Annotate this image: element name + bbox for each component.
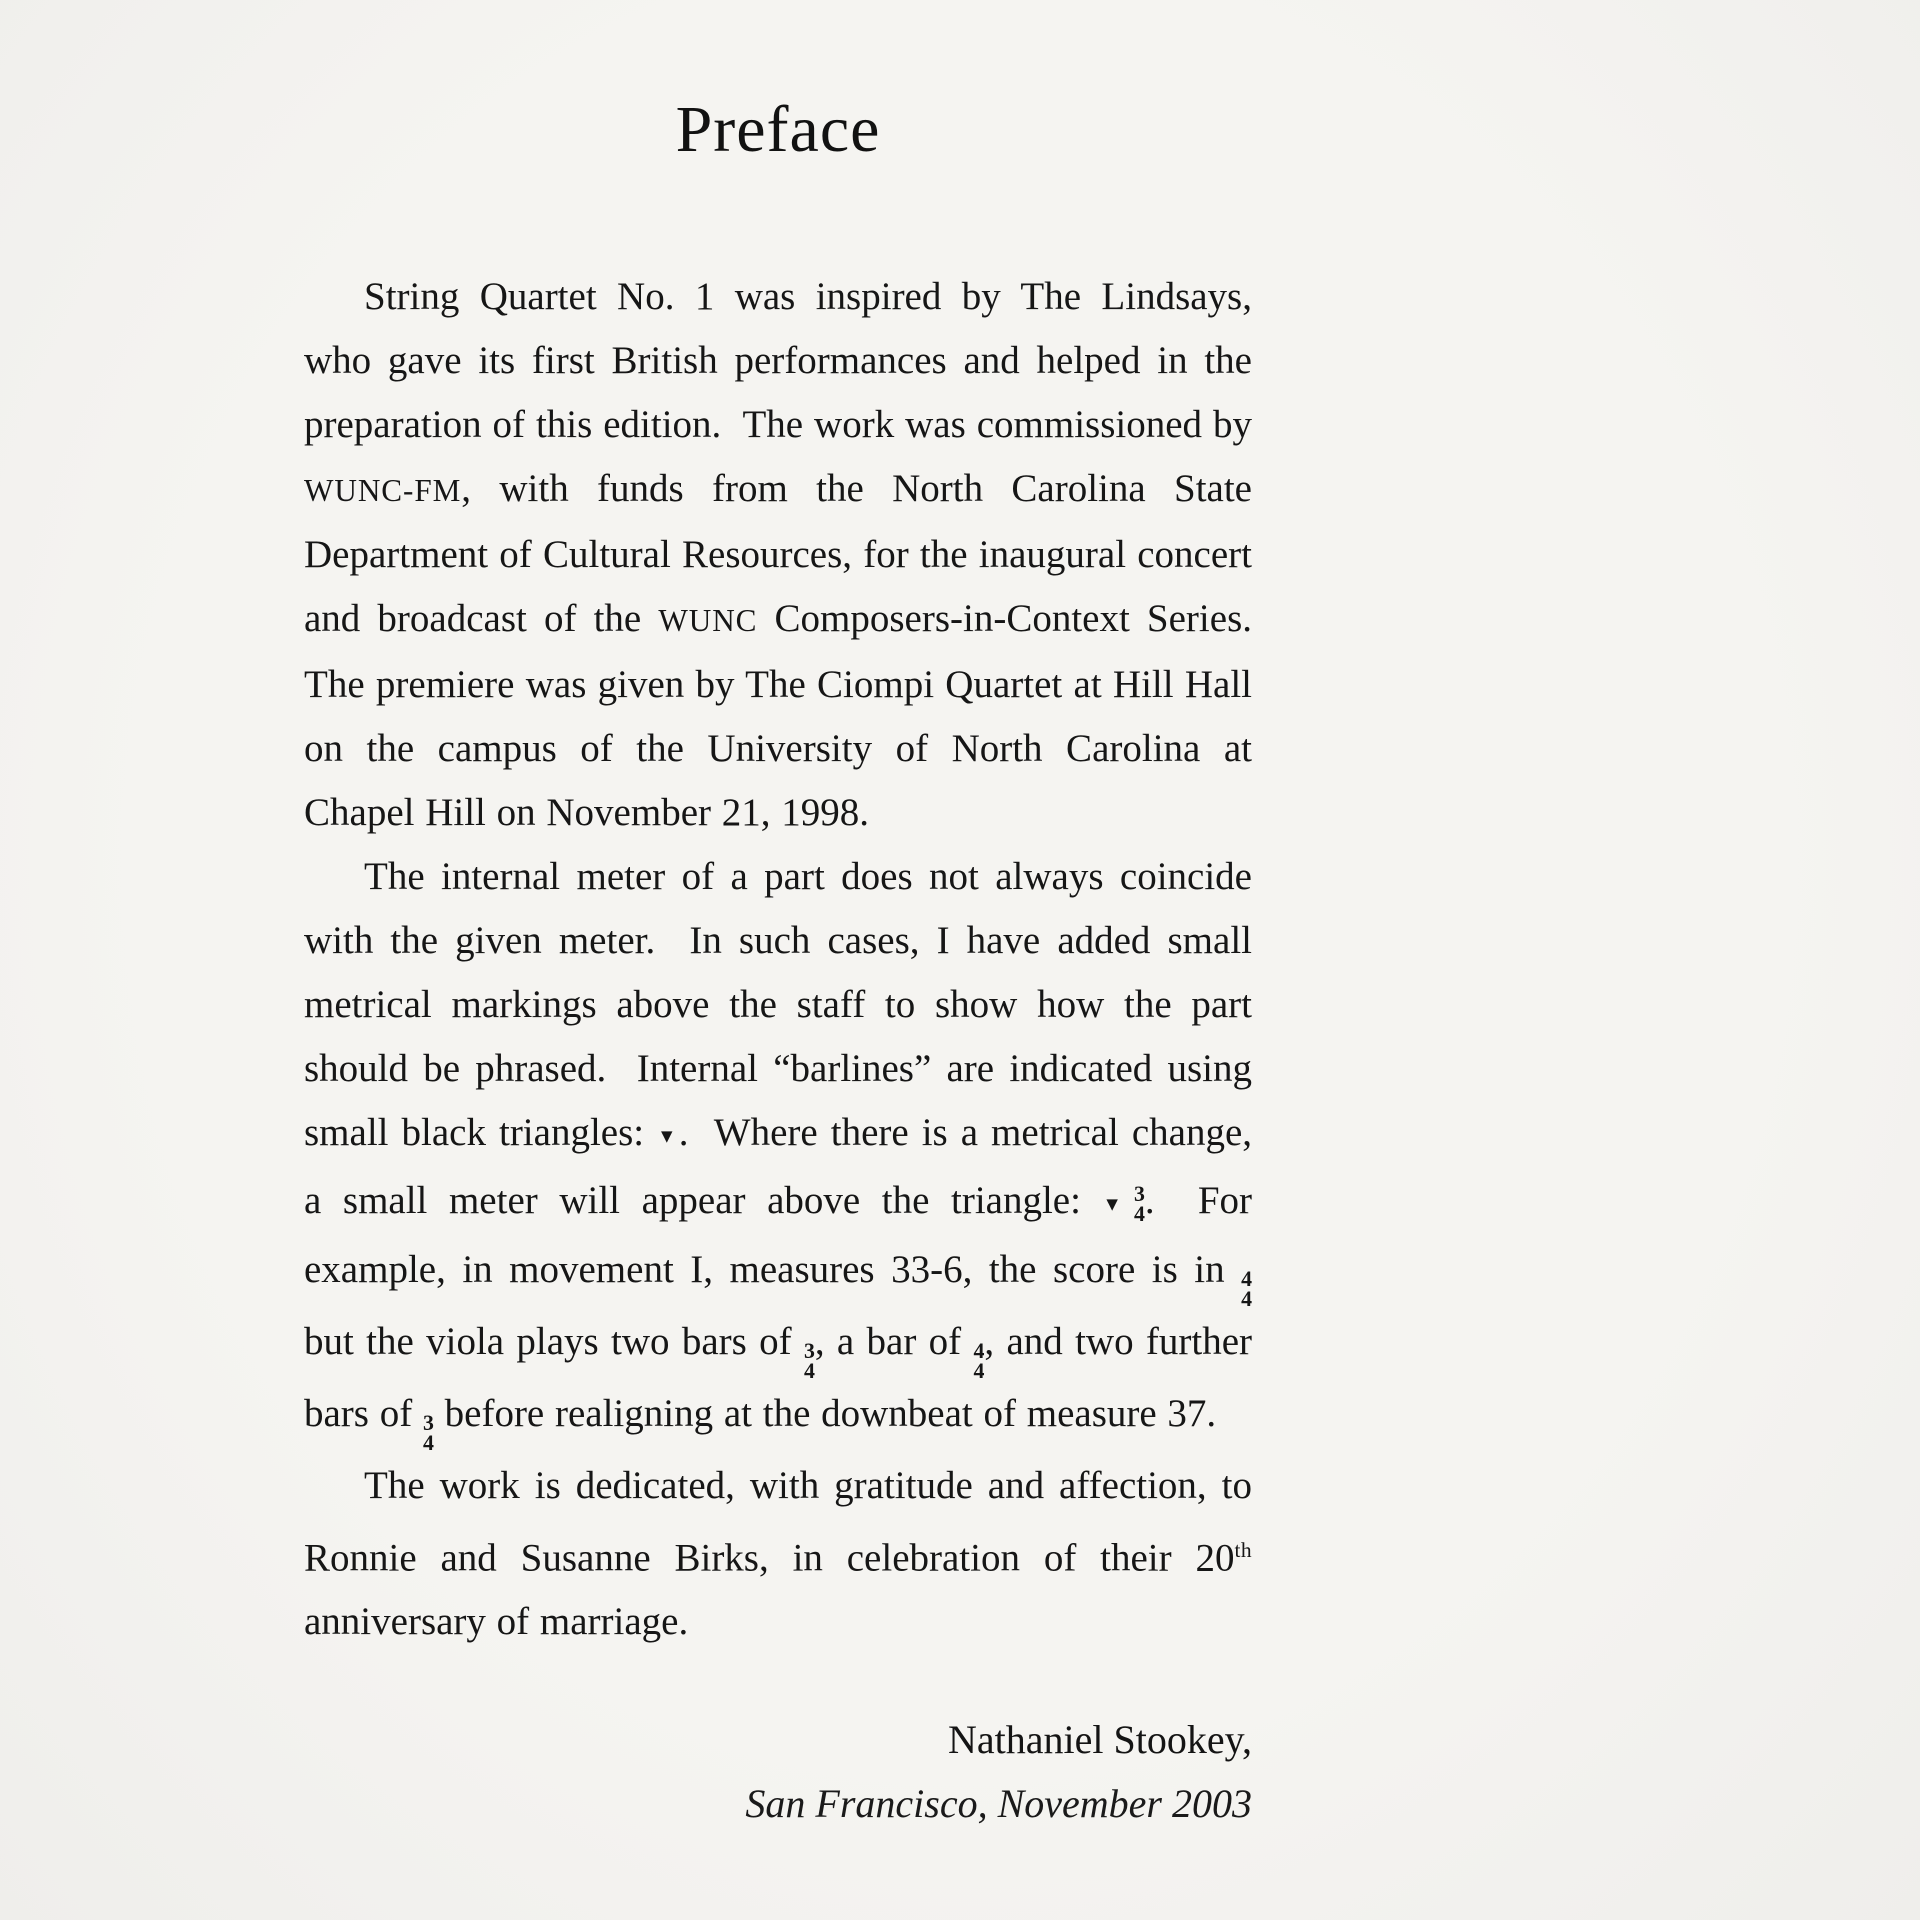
fraction-numerator: 4 — [1241, 1267, 1252, 1292]
barline-triangle-icon: ▼ — [1102, 1194, 1133, 1216]
signature-block — [304, 1708, 1252, 1836]
ordinal-superscript: th — [1234, 1537, 1252, 1562]
meter-fraction — [803, 1339, 815, 1384]
signature-name: Nathaniel Stookey, — [947, 1716, 1252, 1762]
meter-fraction — [1241, 1267, 1252, 1312]
fraction-denominator: 4 — [803, 1359, 815, 1384]
triangle-with-meter — [1102, 1179, 1145, 1227]
fraction-numerator: 3 — [422, 1411, 434, 1436]
fraction-denominator: 4 — [1133, 1202, 1145, 1227]
fraction-numerator: 3 — [803, 1339, 815, 1364]
barline-triangle-icon: ▼ — [657, 1126, 679, 1148]
small-caps-text: WUNC — [658, 603, 758, 638]
fraction-denominator: 4 — [422, 1431, 434, 1456]
signature-place-date: San Francisco, November 2003 — [745, 1780, 1252, 1826]
fraction-numerator: 3 — [1133, 1182, 1145, 1207]
paragraph: String Quartet No. 1 was inspired by The Lindsays, who gave its first British performances and helped in the preparation of this edition. The work was commissioned by WUNC-FM, with funds from the North Carolina State Department of Cultural Resources, for the inaugural concert and broadcast of the WUNC Composers-in-Context Series. The premiere was given by The Ciompi Quartet at Hill Hall on the campus of the University of North Carolina at Chapel Hill on November 21, 1998. — [304, 275, 1274, 834]
meter-fraction — [973, 1339, 985, 1384]
small-caps-text: WUNC-FM — [304, 473, 462, 508]
meter-fraction-above-triangle — [1133, 1182, 1145, 1227]
fraction-numerator: 4 — [973, 1339, 985, 1364]
paragraph: The internal meter of a part does not always coincide with the given meter. In such cases, I have added small metrical markings above the staff to show how the part should be phrased. Internal “barlines” are indicated using small black triangles: ▼. Where there is a metrical change, a small meter will appear above the triangle: ▼ 3 4 . For example, in movement I, measures 33-6, the score is in 4 4 but the viola plays two bars of 3 4 , a bar of 4 4 , and two further bars of 3 4 before realigning at the downbeat of measure 37. — [304, 855, 1263, 1456]
fraction-denominator: 4 — [973, 1359, 985, 1384]
fraction-denominator: 4 — [1241, 1287, 1252, 1312]
preface-paragraphs — [304, 265, 1274, 1654]
page-title: Preface — [675, 93, 881, 166]
meter-fraction — [422, 1411, 434, 1456]
text-column — [304, 93, 1274, 1836]
paragraph: The work is dedicated, with gratitude and affection, to Ronnie and Susanne Birks, in celebration of their 20th anniversary of marriage. — [304, 1463, 1263, 1643]
